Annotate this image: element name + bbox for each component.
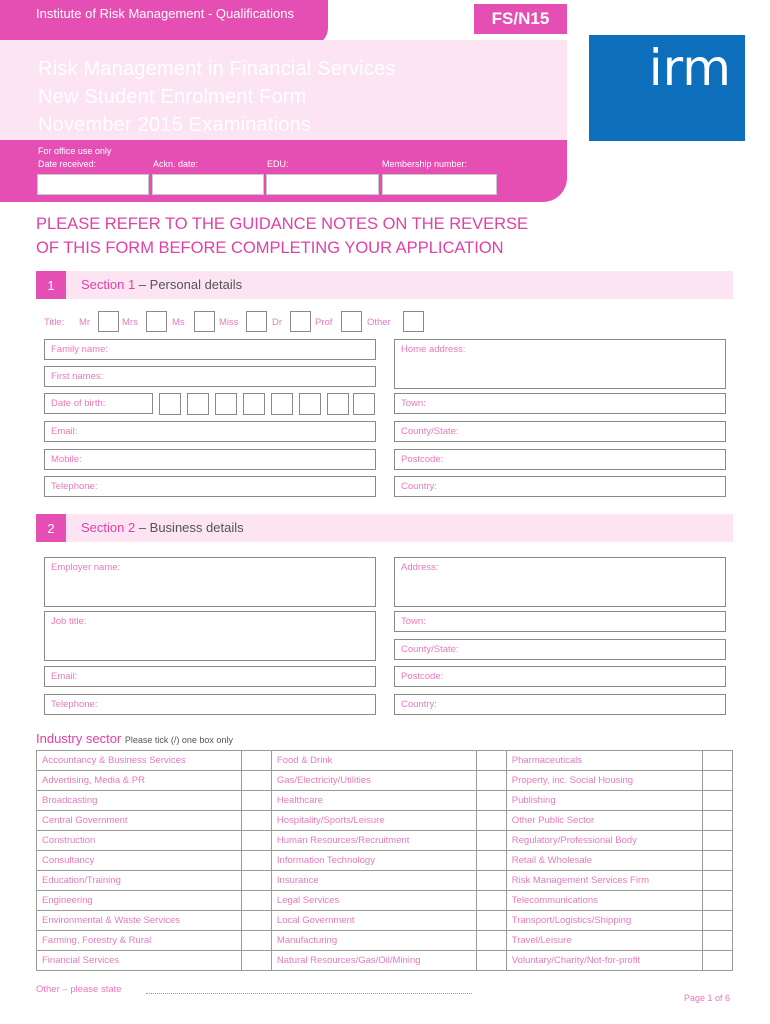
table-row xyxy=(37,831,733,851)
industry-option-label: Insurance xyxy=(271,871,476,891)
industry-option-label: Gas/Electricity/Utilities xyxy=(271,771,476,791)
industry-option-label: Farming, Forestry & Rural xyxy=(37,931,242,951)
table-row xyxy=(37,751,733,771)
business-email-field[interactable]: Email: xyxy=(44,666,376,687)
table-row xyxy=(37,851,733,871)
date-of-birth-field[interactable]: Date of birth: xyxy=(44,393,153,414)
other-please-state-label: Other – please state xyxy=(36,984,122,995)
notice-line-1: PLEASE REFER TO THE GUIDANCE NOTES ON THE REVERSE xyxy=(36,215,529,233)
industry-option-label: Information Technology xyxy=(271,851,476,871)
table-row xyxy=(37,771,733,791)
industry-option-checkbox[interactable] xyxy=(703,811,733,831)
other-please-state-line[interactable] xyxy=(146,993,472,994)
industry-option-checkbox[interactable] xyxy=(703,771,733,791)
industry-option-label: Other Public Sector xyxy=(506,811,702,831)
industry-option-checkbox[interactable] xyxy=(476,891,506,911)
dob-digit-box[interactable] xyxy=(159,393,181,415)
industry-option-label: Consultancy xyxy=(37,851,242,871)
section-2-number: 2 xyxy=(36,514,66,542)
industry-table xyxy=(36,750,733,971)
industry-option-checkbox[interactable] xyxy=(241,951,271,971)
guidance-notice xyxy=(36,212,528,260)
ackn-date-field[interactable] xyxy=(152,174,264,195)
ackn-date-label: Ackn. date: xyxy=(153,159,199,169)
industry-option-label: Human Resources/Recruitment xyxy=(271,831,476,851)
table-row xyxy=(37,811,733,831)
industry-option-checkbox[interactable] xyxy=(703,911,733,931)
family-name-field[interactable]: Family name: xyxy=(44,339,376,360)
dob-digit-box[interactable] xyxy=(215,393,237,415)
county-field[interactable]: County/State: xyxy=(394,421,726,442)
business-address-field[interactable]: Address: xyxy=(394,557,726,607)
industry-option-label: Publishing xyxy=(506,791,702,811)
country-field[interactable]: Country: xyxy=(394,476,726,497)
industry-option-checkbox[interactable] xyxy=(241,811,271,831)
section-1-title: Section 1 – Personal details xyxy=(81,277,243,292)
telephone-field[interactable]: Telephone: xyxy=(44,476,376,497)
dob-digit-box[interactable] xyxy=(299,393,321,415)
industry-option-label: Construction xyxy=(37,831,242,851)
postcode-field[interactable]: Postcode: xyxy=(394,449,726,470)
industry-option-label: Voluntary/Charity/Not-for-profit xyxy=(506,951,702,971)
industry-option-label: Financial Services xyxy=(37,951,242,971)
date-received-label: Date received: xyxy=(38,159,97,169)
industry-option-label: Regulatory/Professional Body xyxy=(506,831,702,851)
title-ms-checkbox[interactable] xyxy=(194,311,215,332)
table-row xyxy=(37,911,733,931)
industry-option-label: Natural Resources/Gas/Oil/Mining xyxy=(271,951,476,971)
title-ms-label: Ms xyxy=(172,317,185,328)
industry-option-label: Local Government xyxy=(271,911,476,931)
industry-option-label: Retail & Wholesale xyxy=(506,851,702,871)
table-row xyxy=(37,891,733,911)
industry-hint: Please tick (/) one box only xyxy=(124,735,233,745)
home-address-field[interactable]: Home address: xyxy=(394,339,726,389)
industry-option-label: Legal Services xyxy=(271,891,476,911)
industry-option-checkbox[interactable] xyxy=(703,851,733,871)
title-row xyxy=(36,311,436,333)
membership-label: Membership number: xyxy=(382,159,468,169)
industry-option-label: Risk Management Services Firm xyxy=(506,871,702,891)
section-2-header xyxy=(36,514,733,542)
office-use-panel xyxy=(0,140,567,202)
table-row xyxy=(37,791,733,811)
business-town-field[interactable]: Town: xyxy=(394,611,726,632)
edu-label: EDU: xyxy=(267,159,289,169)
notice-line-2: OF THIS FORM BEFORE COMPLETING YOUR APPLICATION xyxy=(36,239,504,257)
industry-option-label: Advertising, Media & PR xyxy=(37,771,242,791)
industry-option-checkbox[interactable] xyxy=(703,931,733,951)
industry-option-label: Pharmaceuticals xyxy=(506,751,702,771)
industry-option-checkbox[interactable] xyxy=(476,771,506,791)
title-mrs-label: Mrs xyxy=(122,317,138,328)
title-other-checkbox[interactable] xyxy=(403,311,424,332)
dob-digit-box[interactable] xyxy=(327,393,349,415)
title-miss-label: Miss xyxy=(219,317,239,328)
industry-option-checkbox[interactable] xyxy=(241,851,271,871)
title-other-label: Other xyxy=(367,317,391,328)
title-label: Title: xyxy=(44,317,65,328)
page-number: Page 1 of 6 xyxy=(684,993,731,1003)
industry-option-checkbox[interactable] xyxy=(476,911,506,931)
industry-option-label: Accountancy & Business Services xyxy=(37,751,242,771)
industry-option-checkbox[interactable] xyxy=(241,891,271,911)
title-panel xyxy=(0,40,567,140)
industry-option-checkbox[interactable] xyxy=(476,751,506,771)
industry-option-checkbox[interactable] xyxy=(476,931,506,951)
industry-option-checkbox[interactable] xyxy=(476,811,506,831)
section-1-number: 1 xyxy=(36,271,66,299)
mobile-field[interactable]: Mobile: xyxy=(44,449,376,470)
table-row xyxy=(37,931,733,951)
industry-option-label: Hospitality/Sports/Leisure xyxy=(271,811,476,831)
title-mr-checkbox[interactable] xyxy=(98,311,119,332)
industry-option-label: Transport/Logistics/Shipping xyxy=(506,911,702,931)
office-use-heading: For office use only xyxy=(38,146,112,156)
title-mrs-checkbox[interactable] xyxy=(146,311,167,332)
institute-label: Institute of Risk Management - Qualifications xyxy=(36,6,294,21)
industry-option-label: Telecommunications xyxy=(506,891,702,911)
industry-option-checkbox[interactable] xyxy=(241,791,271,811)
section-2-title: Section 2 – Business details xyxy=(81,520,244,535)
industry-option-label: Healthcare xyxy=(271,791,476,811)
table-row xyxy=(37,951,733,971)
industry-option-checkbox[interactable] xyxy=(241,911,271,931)
dob-digit-box[interactable] xyxy=(187,393,209,415)
form-title-line-2: New Student Enrolment Form xyxy=(38,86,307,108)
job-title-field[interactable]: Job title: xyxy=(44,611,376,661)
title-prof-checkbox[interactable] xyxy=(341,311,362,332)
industry-option-checkbox[interactable] xyxy=(703,891,733,911)
industry-option-label: Food & Drink xyxy=(271,751,476,771)
employer-name-field[interactable]: Employer name: xyxy=(44,557,376,607)
industry-option-checkbox[interactable] xyxy=(241,751,271,771)
edu-field[interactable] xyxy=(266,174,379,195)
industry-option-checkbox[interactable] xyxy=(476,851,506,871)
title-miss-checkbox[interactable] xyxy=(246,311,267,332)
industry-option-label: Property, inc. Social Housing xyxy=(506,771,702,791)
business-telephone-field[interactable]: Telephone: xyxy=(44,694,376,715)
table-row xyxy=(37,871,733,891)
industry-option-checkbox[interactable] xyxy=(703,831,733,851)
dob-digit-box[interactable] xyxy=(271,393,293,415)
email-field[interactable]: Email: xyxy=(44,421,376,442)
form-code: FS/N15 xyxy=(474,4,567,34)
industry-option-checkbox[interactable] xyxy=(703,791,733,811)
industry-option-checkbox[interactable] xyxy=(241,931,271,951)
membership-field[interactable] xyxy=(382,174,497,195)
title-dr-label: Dr xyxy=(272,317,283,328)
industry-option-label: Manufacturing xyxy=(271,931,476,951)
dob-digit-box[interactable] xyxy=(353,393,375,415)
industry-option-checkbox[interactable] xyxy=(703,751,733,771)
first-names-field[interactable]: First names: xyxy=(44,366,376,387)
industry-option-checkbox[interactable] xyxy=(476,951,506,971)
industry-option-label: Engineering xyxy=(37,891,242,911)
title-mr-label: Mr xyxy=(79,317,91,328)
business-postcode-field[interactable]: Postcode: xyxy=(394,666,726,687)
town-field[interactable]: Town: xyxy=(394,393,726,414)
industry-option-checkbox[interactable] xyxy=(703,951,733,971)
industry-option-label: Broadcasting xyxy=(37,791,242,811)
industry-option-checkbox[interactable] xyxy=(241,771,271,791)
industry-option-checkbox[interactable] xyxy=(703,871,733,891)
industry-sector-title: Industry sector Please tick (/) one box only xyxy=(36,731,233,746)
industry-option-checkbox[interactable] xyxy=(241,831,271,851)
industry-option-checkbox[interactable] xyxy=(476,871,506,891)
industry-option-label: Education/Training xyxy=(37,871,242,891)
industry-option-label: Central Government xyxy=(37,811,242,831)
industry-option-label: Travel/Leisure xyxy=(506,931,702,951)
industry-option-label: Environmental & Waste Services xyxy=(37,911,242,931)
industry-option-checkbox[interactable] xyxy=(476,831,506,851)
industry-option-checkbox[interactable] xyxy=(476,791,506,811)
industry-option-checkbox[interactable] xyxy=(241,871,271,891)
title-dr-checkbox[interactable] xyxy=(290,311,311,332)
date-received-field[interactable] xyxy=(37,174,149,195)
form-title-line-1: Risk Management in Financial Services xyxy=(38,58,396,80)
form-title-line-3: November 2015 Examinations xyxy=(38,114,312,136)
dob-digit-box[interactable] xyxy=(243,393,265,415)
title-prof-label: Prof xyxy=(315,317,333,328)
section-1-header xyxy=(36,271,733,299)
irm-logo: irm xyxy=(589,35,745,141)
business-county-field[interactable]: County/State: xyxy=(394,639,726,660)
business-country-field[interactable]: Country: xyxy=(394,694,726,715)
